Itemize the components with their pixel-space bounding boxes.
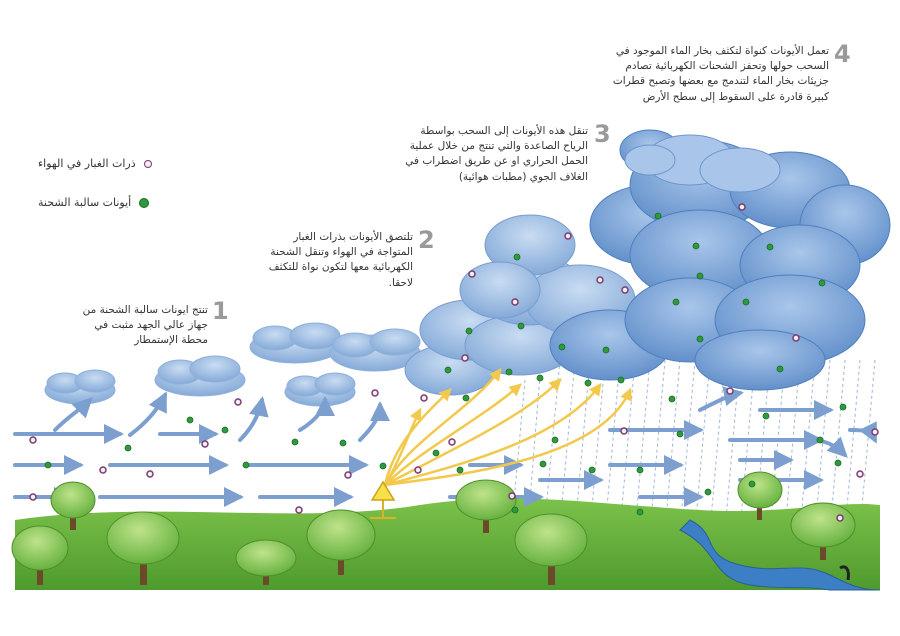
cloud-2 <box>155 356 245 396</box>
wind-arrow <box>240 400 262 440</box>
legend-ion <box>38 196 149 209</box>
cloud-1 <box>45 370 115 404</box>
cloud-4 <box>250 323 340 363</box>
negative-ion-icon <box>139 198 149 208</box>
step-2-number: 2 <box>418 226 435 254</box>
step-3-text: تنقل هذه الأيونات إلى السحب بواسطة الرياح الصاعدة والتي تنتج من خلال عملية الحمل الحراري او عن طريق اضطراب في الغلاف الجوي (مطبات هوائية) <box>405 125 588 183</box>
wind-arrow <box>55 400 90 430</box>
step-2-text: تلتصق الأيونات بذرات الغبار المتواجة في الهواء وتنقل الشحنة الكهربائية معها لتكون نواة للتكثف لاحقا. <box>268 231 413 289</box>
legend-ion-label: أيونات سالبة الشحنة <box>38 196 132 209</box>
step-4-number: 4 <box>834 40 851 68</box>
wind-arrow <box>700 393 740 410</box>
step-4-text: تعمل الأيونات كنواة لتكثف بخار الماء الموجود في السحب حولها وتحفز الشحنات الكهربائية تصادم جزيئات بخار الماء لتندمج مع بعضها وتصبح قطرات كبيرة قادرة على السقوط إلى سطح الأرض <box>612 45 829 103</box>
wind-arrow <box>130 395 165 435</box>
dust-particle-icon <box>144 160 152 168</box>
step-3-number: 3 <box>594 120 611 148</box>
legend-dust-label: ذرات الغبار في الهواء <box>38 157 136 170</box>
step-1-number: 1 <box>212 297 229 325</box>
cloud-3 <box>285 373 355 406</box>
legend-dust <box>38 157 152 170</box>
step-1-text: تنتج ايونات سالبة الشحنة من جهاز عالي الجهد مثبت في محطة الإستمطار <box>82 304 208 347</box>
wind-arrow <box>850 430 875 440</box>
wind-arrow <box>360 405 380 440</box>
